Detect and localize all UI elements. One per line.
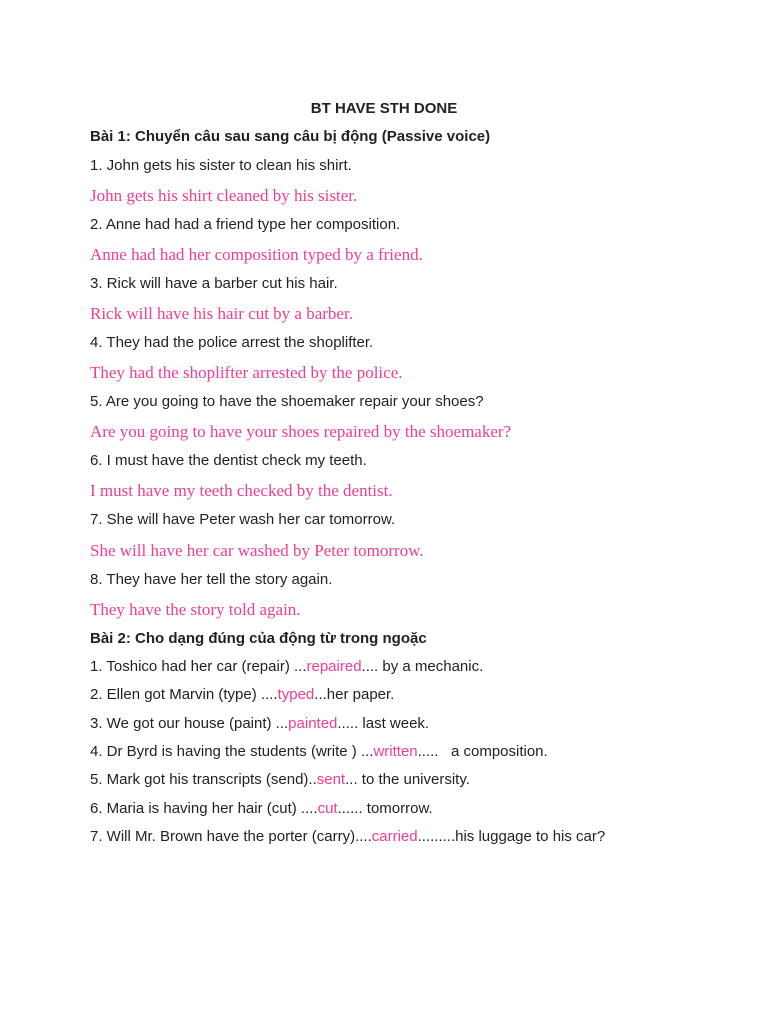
s2-answer-fill: carried: [371, 828, 418, 845]
s2-item-text-after: ...her paper.: [314, 686, 395, 703]
s2-answer-fill: painted: [288, 715, 338, 732]
s1-question-4: 4. They had the police arrest the shoplifter.: [90, 334, 374, 351]
s2-answer-fill: cut: [317, 800, 338, 817]
s1-answer-1: John gets his shirt cleaned by his sister.: [90, 186, 358, 205]
s2-item-text-after: .........his luggage to his car?: [417, 828, 606, 845]
s2-answer-fill: typed: [277, 686, 315, 703]
s2-item-2: [90, 686, 394, 704]
s2-answer-fill: sent: [316, 771, 346, 788]
s1-question-1: 1. John gets his sister to clean his shirt.: [90, 157, 352, 174]
s1-answer-2: Anne had had her composition typed by a friend.: [90, 245, 423, 264]
s2-item-text-after: ...... tomorrow.: [337, 800, 433, 817]
section2-heading: Bài 2: Cho dạng đúng của động từ trong ngoặc: [90, 630, 427, 647]
s2-item-text-before: 1. Toshico had her car (repair) ...: [90, 658, 307, 675]
s2-item-text-before: 2. Ellen got Marvin (type) ....: [90, 686, 278, 703]
s2-item-text-before: 5. Mark got his transcripts (send)..: [90, 771, 317, 788]
page-title: BT HAVE STH DONE: [310, 100, 458, 117]
s2-answer-fill: written: [373, 743, 418, 760]
s1-question-6: 6. I must have the dentist check my teeth.: [90, 452, 367, 469]
s2-item-text-after: ... to the university.: [345, 771, 470, 788]
s2-item-4: [90, 743, 548, 761]
s1-answer-6: I must have my teeth checked by the dentist.: [90, 481, 393, 500]
s1-question-2: 2. Anne had had a friend type her composition.: [90, 216, 401, 233]
s2-item-3: [90, 715, 429, 733]
s2-item-text-before: 7. Will Mr. Brown have the porter (carry)....: [90, 828, 372, 845]
s2-item-text-after: ..... last week.: [337, 715, 430, 732]
s2-item-1: [90, 658, 483, 676]
s2-item-text-after: ..... a composition.: [417, 743, 548, 760]
s2-item-6: [90, 800, 433, 818]
s1-question-7: 7. She will have Peter wash her car tomorrow.: [90, 511, 396, 528]
s1-answer-4: They had the shoplifter arrested by the police.: [90, 363, 403, 382]
s2-answer-fill: repaired: [306, 658, 362, 675]
s1-answer-8: They have the story told again.: [90, 600, 301, 619]
s1-question-3: 3. Rick will have a barber cut his hair.: [90, 275, 338, 292]
s2-item-text-before: 3. We got our house (paint) ...: [90, 715, 289, 732]
section1-heading: Bài 1: Chuyển câu sau sang câu bị động (Passive voice): [90, 128, 491, 145]
s1-question-8: 8. They have her tell the story again.: [90, 571, 333, 588]
s2-item-text-before: 6. Maria is having her hair (cut) ....: [90, 800, 318, 817]
s1-answer-7: She will have her car washed by Peter tomorrow.: [90, 541, 424, 560]
s1-answer-3: Rick will have his hair cut by a barber.: [90, 304, 353, 323]
s2-item-text-before: 4. Dr Byrd is having the students (write ) ...: [90, 743, 374, 760]
s1-answer-5: Are you going to have your shoes repaired by the shoemaker?: [90, 422, 512, 441]
s2-item-text-after: .... by a mechanic.: [361, 658, 484, 675]
s1-question-5: 5. Are you going to have the shoemaker repair your shoes?: [90, 393, 484, 410]
s2-item-5: [90, 771, 470, 789]
s2-item-7: [90, 828, 605, 846]
